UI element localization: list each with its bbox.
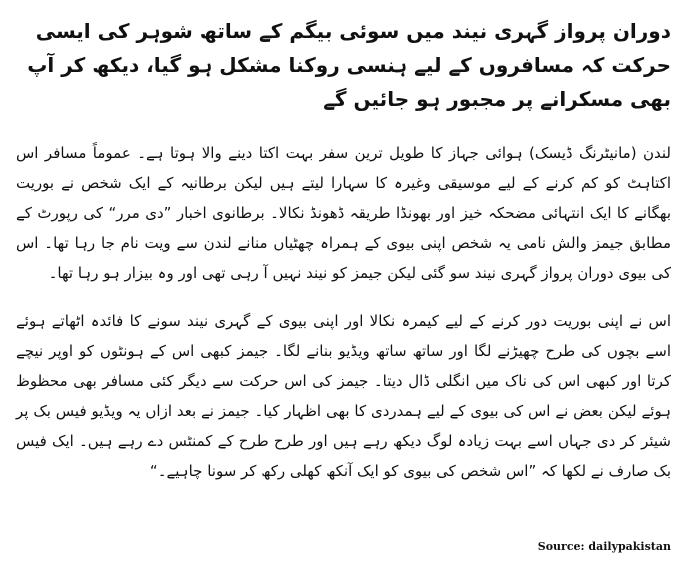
article-paragraph-1: لندن (مانیٹرنگ ڈیسک) ہوائی جہاز کا طویل ترین سفر بہت اکتا دینے والا ہوتا ہے۔ عموماً مسافر اس اکتاہٹ کو کم کرنے کے لیے موسیقی وغیرہ کا سہارا لیتے ہیں لیکن برطانیہ کے ایک شخص نے بوریت بھگانے کا ایک انتہائی مضحکہ خیز اور بھونڈا طریقہ ڈھونڈ نکالا۔ برطانوی اخبار ”دی مرر“ کی رپورٹ کے مطابق جیمز والش نامی یہ شخص اپنی بیوی کے ہمراہ چھٹیاں منانے لندن سے ویت نام جا رہا تھا۔ اس کی بیوی دوران پرواز گہری نیند سو گئی لیکن جیمز کو نیند نہیں آ رہی تھی اور وہ بیزار ہو رہا تھا۔ — [16, 144, 671, 282]
source-credit: Source: dailypakistan — [537, 540, 671, 553]
article-headline: دوران پرواز گہری نیند میں سوئی بیگم کے ساتھ شوہر کی ایسی حرکت کہ مسافروں کے لیے ہنسی روکنا مشکل ہو گیا، دیکھ کر آپ بھی مسکرانے پر مجبور ہو جائیں گے — [27, 19, 671, 111]
article-paragraph-2: اس نے اپنی بوریت دور کرنے کے لیے کیمرہ نکالا اور اپنی بیوی کے گہری نیند سونے کا فائدہ اٹھاتے ہوئے اسے بچوں کی طرح چھیڑنے لگا اور ساتھ ساتھ ویڈیو بنانے لگا۔ جیمز کبھی اس کے ہونٹوں کو اوپر نیچے کرتا اور کبھی اس کی ناک میں انگلی ڈال دیتا۔ جیمز کی اس حرکت سے دیگر کئی مسافر بھی محظوظ ہوئے لیکن بعض نے اس کی بیوی کے لیے ہمدردی کا بھی اظہار کیا۔ جیمز نے بعد ازاں یہ ویڈیو فیس بک پر شیئر کر دی جہاں اسے بہت زیادہ لوگ دیکھ رہے ہیں اور طرح طرح کے کمنٹس دے رہے ہیں۔ ایک فیس بک صارف نے لکھا کہ ”اس شخص کی بیوی کو ایک آنکھ کھلی رکھ کر سونا چاہیے۔“ — [16, 312, 671, 480]
